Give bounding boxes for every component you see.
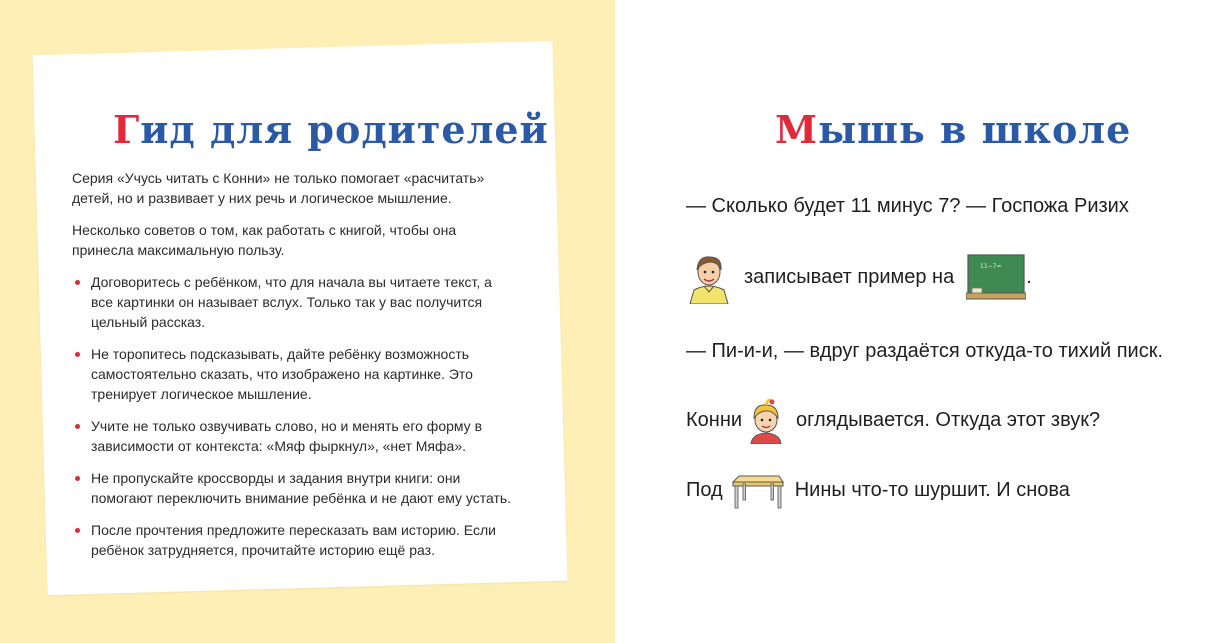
story-line-2-text: записывает пример на (744, 265, 955, 288)
bullet-icon (75, 476, 80, 481)
guide-title-first-letter: Г (113, 107, 141, 152)
bullet-icon (75, 424, 80, 429)
story-line-4-start: Конни (686, 408, 743, 431)
connie-icon (742, 396, 790, 444)
blackboard-text: 11−7= (980, 263, 1002, 270)
guide-title (113, 107, 549, 152)
story-line-5 (686, 470, 1070, 510)
story-line-1 (686, 195, 1129, 218)
story-line-3 (686, 340, 1163, 363)
story-line-3-text: — Пи-и-и, — вдруг раздаётся откуда-то тихий писк. (686, 340, 1164, 362)
story-line-4 (686, 396, 1100, 444)
story-line-4-end: оглядывается. Откуда этот звук? (796, 408, 1101, 431)
guide-intro-2: Несколько советов о том, как работать с книгой, чтобы она принесла максимальную пользу. (72, 222, 457, 258)
tip-text: Учите не только озвучивать слово, но и менять его форму в зависимости от контекста: «Мяф фыркнул», «нет Мяфа». (91, 418, 483, 454)
story-title-first-letter: М (775, 107, 819, 152)
story-line-5-end: Нины что-то шуршит. И снова (794, 478, 1070, 501)
tip-text: Не пропускайте кроссворды и задания внутри книги: они помогают переключить внимание ребёнка и не дают ему устать. (91, 470, 512, 506)
tips-list (72, 272, 512, 560)
tip-item (72, 416, 512, 456)
story-title (775, 107, 1131, 152)
story-title-rest: ышь в школе (818, 107, 1132, 152)
tip-text: Договоритесь с ребёнком, что для начала вы читаете текст, а все картинки он называет вслух. Только так у вас получится цельный рассказ. (91, 274, 492, 330)
tip-text: После прочтения предложите пересказать вам историю. Если ребёнок затрудняется, прочитайте историю ещё раз. (91, 522, 496, 558)
story-line-5-start: Под (686, 478, 723, 501)
tip-item (72, 272, 512, 332)
blackboard-icon (966, 253, 1026, 301)
guide-body (72, 168, 512, 572)
bullet-icon (75, 280, 80, 285)
story-line-1-text: — Сколько будет 11 минус 7? — Госпожа Ризих (686, 195, 1129, 217)
tip-item (72, 468, 512, 508)
tip-text: Не торопитесь подсказывать, дайте ребёнку возможность самостоятельно сказать, что изображено на картинке. Это тренирует логическое мышление. (91, 346, 473, 402)
story-line-2 (686, 250, 1032, 304)
bullet-icon (75, 352, 80, 357)
tip-item (72, 344, 512, 404)
tip-item (72, 520, 512, 560)
bullet-icon (75, 528, 80, 533)
teacher-icon (686, 250, 732, 304)
guide-intro-1: Серия «Учусь читать с Конни» не только помогает «расчитать» детей, но и развивает у них речь и логическое мышление. (72, 170, 485, 206)
guide-title-rest: ид для родителей (140, 107, 549, 152)
table-icon (729, 470, 787, 510)
right-page (615, 0, 1230, 643)
story-line-2-end: . (1026, 265, 1032, 288)
